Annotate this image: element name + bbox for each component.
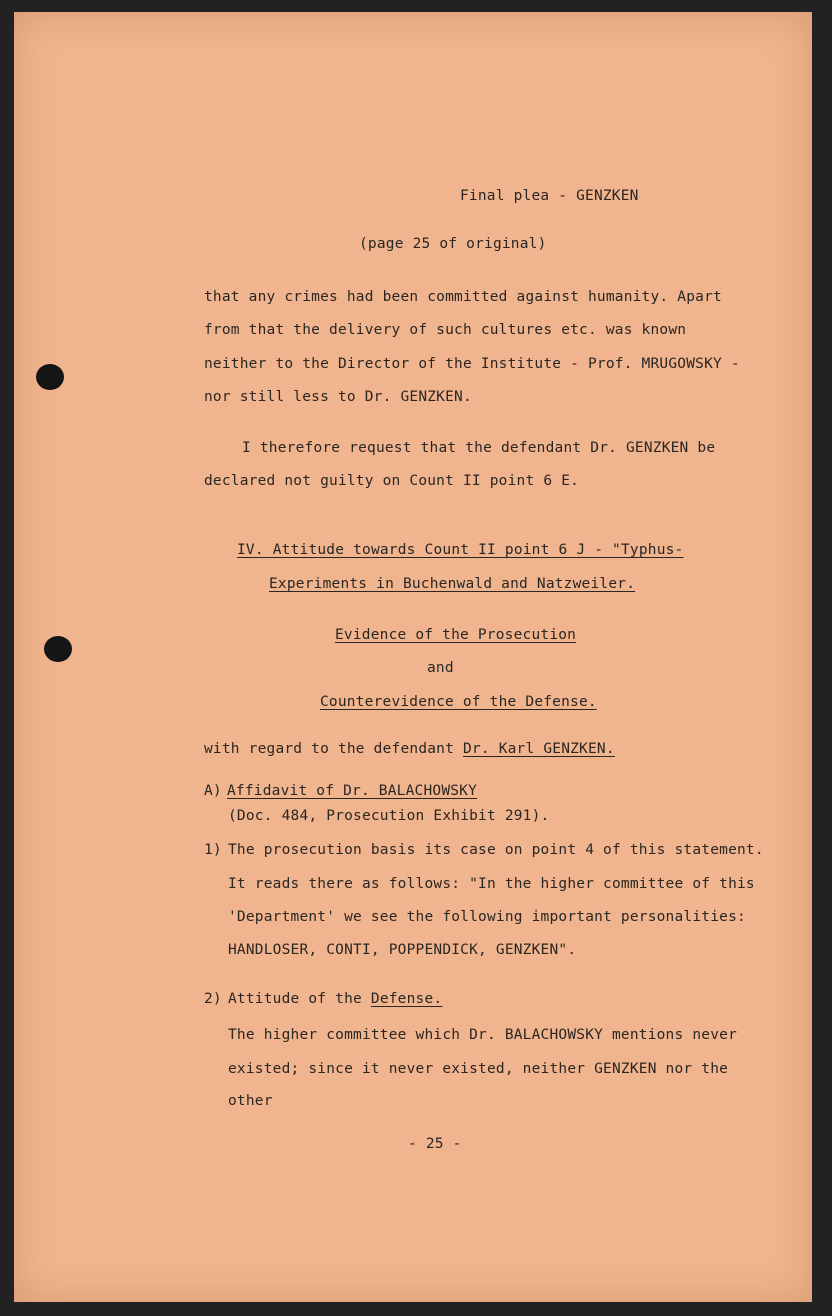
para1-line: neither to the Director of the Institute - Prof. MRUGOWSKY - bbox=[204, 356, 740, 372]
header-title: Final plea - GENZKEN bbox=[460, 188, 639, 204]
item-1-line: HANDLOSER, CONTI, POPPENDICK, GENZKEN". bbox=[228, 942, 577, 958]
counterevidence-heading: Counterevidence of the Defense. bbox=[320, 694, 597, 710]
item-2-label: 2) bbox=[204, 991, 222, 1007]
item-1-line: 'Department' we see the following important personalities: bbox=[228, 909, 746, 925]
item-1-label: 1) bbox=[204, 842, 222, 858]
para2-line: declared not guilty on Count II point 6 E. bbox=[204, 473, 580, 489]
item-a-label: A) bbox=[204, 783, 222, 799]
item-2-line: existed; since it never existed, neither GENZKEN nor the bbox=[228, 1061, 729, 1077]
para1-line: that any crimes had been committed against humanity. Apart bbox=[204, 289, 722, 305]
regard-line bbox=[204, 741, 615, 757]
and-connector: and bbox=[427, 660, 454, 676]
evidence-heading: Evidence of the Prosecution bbox=[335, 627, 577, 643]
page-reference: (page 25 of original) bbox=[359, 236, 547, 252]
regard-prefix: with regard to the defendant bbox=[204, 741, 463, 757]
item-2-line: other bbox=[228, 1093, 273, 1109]
item-2-heading bbox=[228, 991, 442, 1007]
page-number: - 25 - bbox=[408, 1136, 462, 1152]
item-1-line: The prosecution basis its case on point 4 of this statement. bbox=[228, 842, 764, 858]
item-a-title: Affidavit of Dr. BALACHOWSKY bbox=[227, 783, 478, 799]
item-2-line: The higher committee which Dr. BALACHOWSKY mentions never bbox=[228, 1027, 737, 1043]
document-page bbox=[14, 12, 812, 1302]
defendant-name: Dr. Karl GENZKEN. bbox=[462, 741, 615, 757]
para1-line: nor still less to Dr. GENZKEN. bbox=[204, 389, 472, 405]
item-a-doc: (Doc. 484, Prosecution Exhibit 291). bbox=[228, 808, 550, 824]
section-heading-line1: IV. Attitude towards Count II point 6 J - "Typhus- bbox=[237, 542, 684, 558]
punch-hole-upper bbox=[36, 364, 64, 390]
section-heading-line2: Experiments in Buchenwald and Natzweiler. bbox=[269, 576, 636, 592]
para2-line: I therefore request that the defendant Dr. GENZKEN be bbox=[242, 440, 716, 456]
punch-hole-lower bbox=[44, 636, 72, 662]
item-2-title: Defense. bbox=[370, 991, 443, 1007]
item-2-prefix: Attitude of the bbox=[228, 991, 371, 1007]
para1-line: from that the delivery of such cultures etc. was known bbox=[204, 322, 687, 338]
item-1-line: It reads there as follows: "In the higher committee of this bbox=[228, 876, 755, 892]
